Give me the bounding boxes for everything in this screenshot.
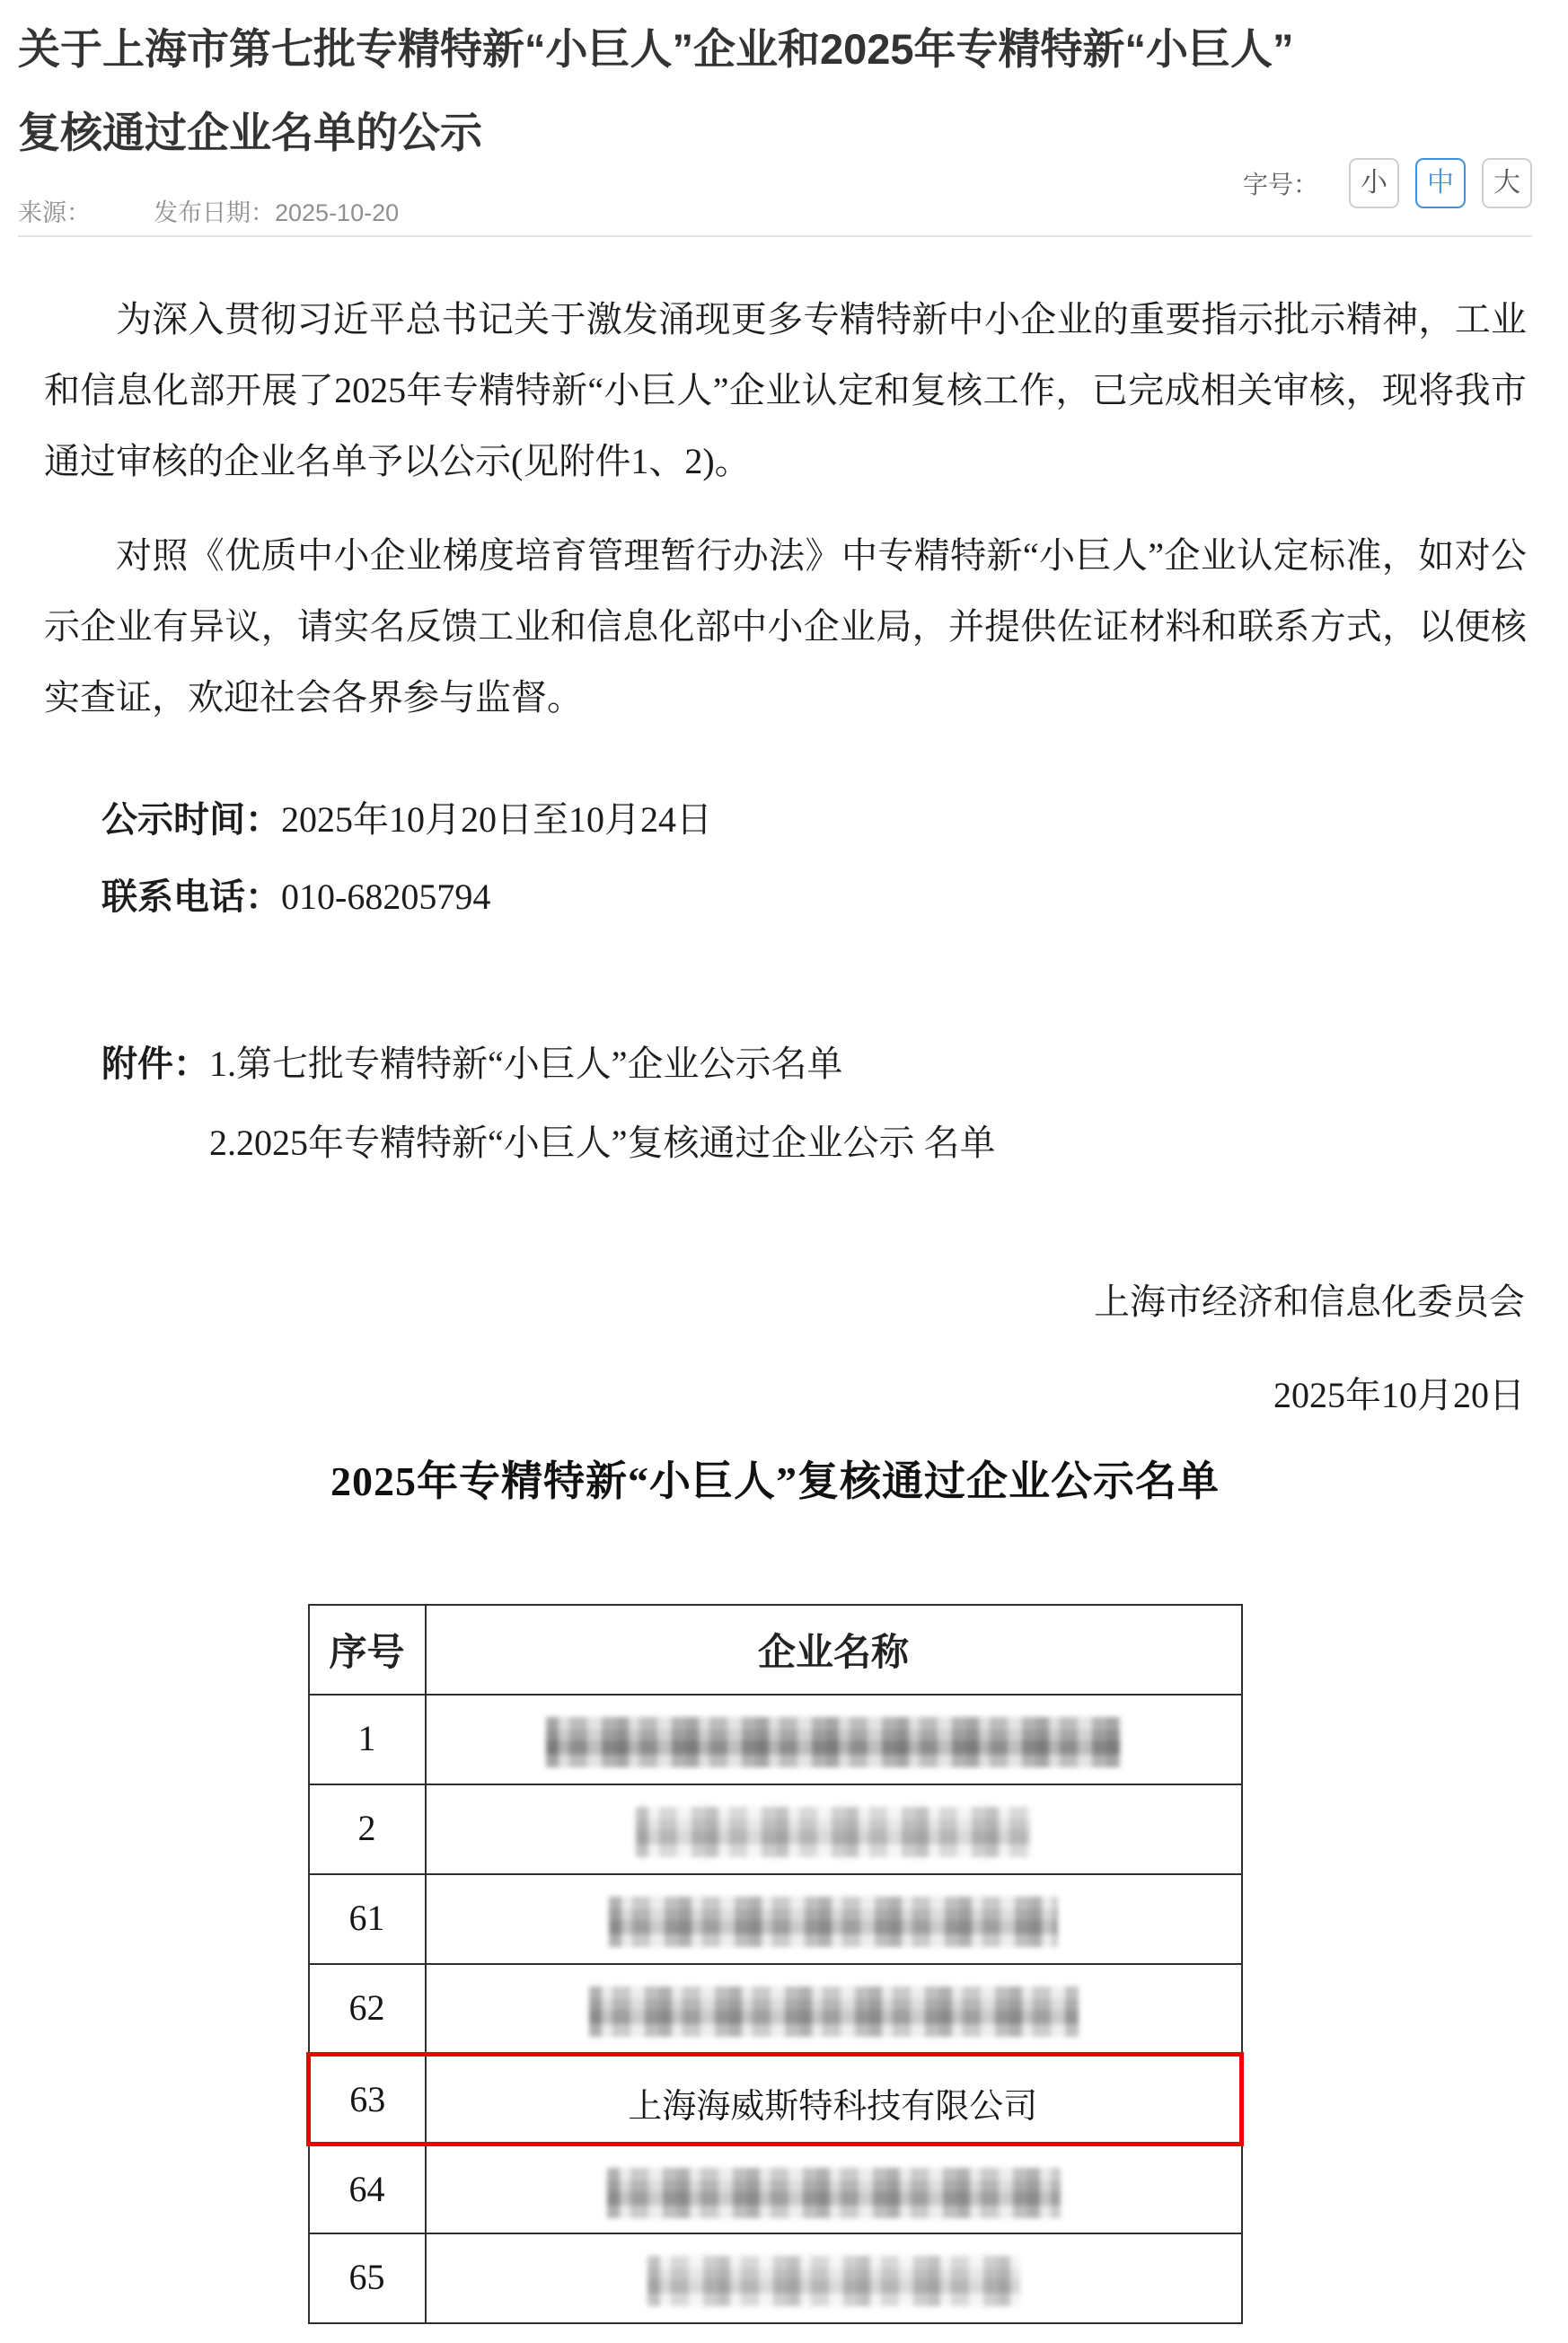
company-name-cell bbox=[426, 1784, 1242, 1874]
company-name-cell bbox=[426, 2233, 1242, 2323]
paragraph: 对照《优质中小企业梯度培育管理暂行办法》中专精特新“小巨人”企业认定标准，如对公示企业有异议，请实名反馈工业和信息化部中小企业局，并提供佐证材料和联系方式，以便核实查证，欢迎社会各界参与监督。 bbox=[44, 535, 1527, 718]
row-number-cell: 63 bbox=[309, 2054, 426, 2144]
font-size-label: 字号： bbox=[1242, 171, 1318, 198]
company-name-cell bbox=[426, 2144, 1242, 2233]
article-header bbox=[0, 0, 1568, 237]
notice-time-value: 2025年10月20日至10月24日 bbox=[281, 799, 712, 840]
attachment-link[interactable]: 1.第七批专精特新“小巨人”企业公示名单 bbox=[209, 1044, 843, 1084]
paragraph: 为深入贯彻习近平总书记关于激发涌现更多专精特新中小企业的重要指示批示精神，工业和信息化部开展了2025年专精特新“小巨人”企业认定和复核工作，已完成相关审核，现将我市通过审核的企业名单予以公示(见附件1、2)。 bbox=[44, 299, 1527, 481]
attachment-link[interactable]: 2.2025年专精特新“小巨人”复核通过企业公示 名单 bbox=[209, 1123, 996, 1163]
font-size-button[interactable]: 大 bbox=[1482, 158, 1532, 208]
table-row-highlighted bbox=[309, 2054, 1242, 2144]
row-number-cell: 65 bbox=[309, 2233, 426, 2323]
table-row bbox=[309, 1695, 1242, 1784]
redacted-company-name bbox=[609, 1897, 1058, 1947]
redacted-company-name bbox=[546, 1717, 1121, 1767]
issuing-authority: 上海市经济和信息化委员会 bbox=[1094, 1282, 1525, 1322]
meta-bar bbox=[18, 168, 1532, 235]
table-title: 2025年专精特新“小巨人”复核通过企业公示名单 bbox=[330, 1458, 1220, 1504]
table-row bbox=[309, 2233, 1242, 2323]
attachments-block bbox=[44, 1038, 1527, 1169]
attachments-label: 附件： bbox=[101, 1044, 209, 1084]
row-number-cell: 2 bbox=[309, 1784, 426, 1874]
page-title: 关于上海市第七批专精特新“小巨人”企业和2025年专精特新“小巨人”复核通过企业名单的公示 bbox=[18, 25, 1294, 156]
table-row bbox=[309, 1784, 1242, 1874]
row-number-cell: 61 bbox=[309, 1874, 426, 1964]
issue-date: 2025年10月20日 bbox=[1273, 1375, 1525, 1415]
company-name-cell bbox=[426, 1964, 1242, 2054]
table-header-row bbox=[309, 1605, 1242, 1695]
contact-value: 010-68205794 bbox=[281, 876, 491, 917]
company-name-cell bbox=[426, 1874, 1242, 1964]
company-table bbox=[306, 1604, 1244, 2324]
company-name-cell: 上海海威斯特科技有限公司 bbox=[426, 2054, 1242, 2144]
font-size-options bbox=[1333, 158, 1532, 208]
company-name-cell bbox=[426, 1695, 1242, 1784]
row-number-cell: 1 bbox=[309, 1695, 426, 1784]
meta-info bbox=[18, 193, 399, 228]
contact-line bbox=[44, 871, 1527, 923]
article-body bbox=[0, 284, 1568, 1415]
publish-date-value: 2025-10-20 bbox=[275, 199, 400, 226]
font-size-button[interactable]: 中 bbox=[1415, 158, 1466, 208]
redacted-company-name bbox=[607, 2168, 1061, 2218]
publish-date-label: 发布日期： bbox=[154, 199, 275, 226]
header-company-name: 企业名称 bbox=[426, 1605, 1242, 1695]
font-size-button[interactable]: 小 bbox=[1349, 158, 1399, 208]
table-row bbox=[309, 1964, 1242, 2054]
row-number-cell: 64 bbox=[309, 2144, 426, 2233]
contact-label: 联系电话： bbox=[101, 877, 281, 917]
table-row bbox=[309, 2144, 1242, 2233]
header-no: 序号 bbox=[309, 1605, 426, 1695]
source-label: 来源： bbox=[18, 199, 91, 226]
company-table-body bbox=[309, 1695, 1242, 2323]
signature-block bbox=[44, 1282, 1527, 1415]
table-row bbox=[309, 1874, 1242, 1964]
header-divider bbox=[18, 235, 1532, 237]
notice-time-label: 公示时间： bbox=[101, 800, 281, 840]
row-number-cell: 62 bbox=[309, 1964, 426, 2054]
redacted-company-name bbox=[636, 1807, 1031, 1857]
redacted-company-name bbox=[589, 1986, 1079, 2037]
notice-time-line bbox=[44, 794, 1527, 846]
font-size-widget bbox=[1243, 158, 1532, 208]
redacted-company-name bbox=[647, 2256, 1020, 2306]
